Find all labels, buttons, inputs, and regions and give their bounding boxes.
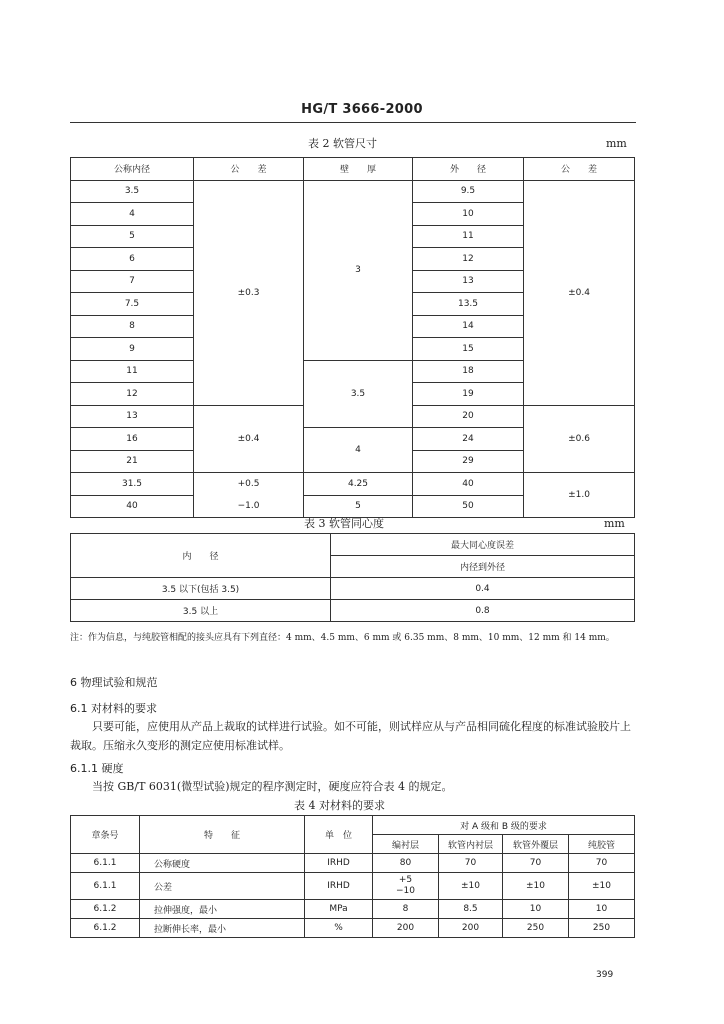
table3 [70,533,635,622]
table2-cell: 31.5 [71,473,194,496]
table2-cell: ±1.0 [524,473,635,518]
page-number: 399 [596,970,614,980]
table2-cell: 18 [413,360,524,383]
table4-cell: 250 [503,919,569,938]
section-6-1-title: 6.1 对材料的要求 [70,702,157,715]
table4-cell: 公称硬度 [140,854,305,873]
table2-header: 公称内径 [71,158,194,181]
section-6-1-paragraph: 只要可能，应使用从产品上裁取的试样进行试验。如不可能，则试样应从与产品相同硫化程度的标准试验胶片上裁取。压缩永久变形的测定应使用标准试样。 [70,720,631,752]
table2-header: 公 差 [194,158,304,181]
table3-unit: mm [604,517,625,530]
table2-cell: 16 [71,428,194,451]
table2-cell: 15 [413,338,524,361]
table2-cell: 3.5 [71,180,194,203]
table2-cell: 20 [413,405,524,428]
table2-cell: 9.5 [413,180,524,203]
table4-subheader: 软管外覆层 [503,835,569,854]
table2-cell: 7 [71,270,194,293]
table2-cell: 10 [413,203,524,226]
table4-cell: 拉伸强度，最小 [140,900,305,919]
table3-cell: 0.4 [331,578,635,600]
tolerance-upper: +5 [398,875,413,885]
table2-cell: 12 [413,248,524,271]
document-header: HG/T 3666-2000 [301,102,423,117]
table3-header-inner: 内 径 [71,534,331,578]
table4 [70,815,635,938]
table4-subheader: 编衬层 [373,835,439,854]
table4-cell: 80 [373,854,439,873]
table3-caption: 表 3 软管同心度 [304,517,384,530]
section-6-title: 6 物理试验和规范 [70,676,158,689]
section-6-1-1-title: 6.1.1 硬度 [70,762,124,775]
table4-cell: IRHD [305,873,373,900]
table4-cell: 8 [373,900,439,919]
table4-header: 单 位 [305,816,373,854]
table2-cell: 13 [71,405,194,428]
table4-header: 章条号 [71,816,140,854]
table2-cell: 13 [413,270,524,293]
table2 [70,157,635,518]
table3-header-max: 最大同心度误差 [331,534,635,556]
table2-cell: 7.5 [71,293,194,316]
table4-cell: % [305,919,373,938]
table2-cell: 14 [413,315,524,338]
table3-cell: 3.5 以下(包括 3.5) [71,578,331,600]
table2-cell: 3.5 [304,360,413,428]
table2-cell: −1.0 [194,495,304,518]
table2-cell: 5 [71,225,194,248]
table4-subheader: 纯胶管 [569,835,635,854]
table4-cell: 250 [569,919,635,938]
table4-cell: 6.1.1 [71,854,140,873]
table2-cell: 8 [71,315,194,338]
table2-cell: 21 [71,450,194,473]
table4-cell: 70 [439,854,503,873]
table4-cell: 70 [503,854,569,873]
table4-cell: 200 [439,919,503,938]
table2-cell: 5 [304,495,413,518]
table4-cell: MPa [305,900,373,919]
table2-cell: 4 [71,203,194,226]
table3-header-sub: 内径到外径 [331,556,635,578]
table4-cell: 8.5 [439,900,503,919]
table4-cell: IRHD [305,854,373,873]
header-rule [70,122,636,123]
table4-cell: 6.1.1 [71,873,140,900]
table4-cell: 10 [569,900,635,919]
table2-cell: 11 [413,225,524,248]
table4-cell: ±10 [503,873,569,900]
table4-header: 对 A 级和 B 级的要求 [373,816,635,835]
table2-cell: 4.25 [304,473,413,496]
table2-cell: ±0.4 [524,180,635,405]
table2-header: 公 差 [524,158,635,181]
table2-unit: mm [606,137,627,150]
table4-cell: 70 [569,854,635,873]
table4-cell: 拉断伸长率，最小 [140,919,305,938]
table2-cell: 12 [71,383,194,406]
table2-caption: 表 2 软管尺寸 [308,137,377,150]
table4-cell: 10 [503,900,569,919]
table2-cell: 24 [413,428,524,451]
table4-cell: 200 [373,919,439,938]
tolerance-stack [396,875,415,897]
table4-cell: 公差 [140,873,305,900]
table2-header: 外 径 [413,158,524,181]
table2-cell: 40 [71,495,194,518]
table4-cell: ±10 [569,873,635,900]
table4-cell: 6.1.2 [71,900,140,919]
table4-cell: 6.1.2 [71,919,140,938]
table2-cell: 9 [71,338,194,361]
table4-caption: 表 4 对材料的要求 [294,799,385,812]
table2-cell: ±0.4 [194,405,304,473]
table2-cell: 6 [71,248,194,271]
section-6-1-1-paragraph: 当按 GB/T 6031(微型试验)规定的程序测定时，硬度应符合表 4 的规定。 [92,780,453,793]
tolerance-lower: −10 [396,886,415,896]
table2-cell: 13.5 [413,293,524,316]
table2-header: 壁 厚 [304,158,413,181]
table3-cell: 0.8 [331,600,635,622]
table2-cell: 50 [413,495,524,518]
table2-cell: ±0.6 [524,405,635,473]
table2-cell: +0.5 [194,473,304,496]
table4-cell-tolerance [373,873,439,900]
table2-cell: 4 [304,428,413,473]
table2-cell: 3 [304,180,413,360]
table4-cell: ±10 [439,873,503,900]
table3-note: 注：作为信息，与纯胶管相配的接头应具有下列直径：4 mm、4.5 mm、6 mm 或 6.35 mm、8 mm、10 mm、12 mm 和 14 mm。 [70,633,615,643]
table2-cell: ±0.3 [194,180,304,405]
table2-cell: 19 [413,383,524,406]
table2-cell: 11 [71,360,194,383]
table4-header: 特 征 [140,816,305,854]
table2-cell: 40 [413,473,524,496]
table4-subheader: 软管内衬层 [439,835,503,854]
table3-cell: 3.5 以上 [71,600,331,622]
table2-cell: 29 [413,450,524,473]
